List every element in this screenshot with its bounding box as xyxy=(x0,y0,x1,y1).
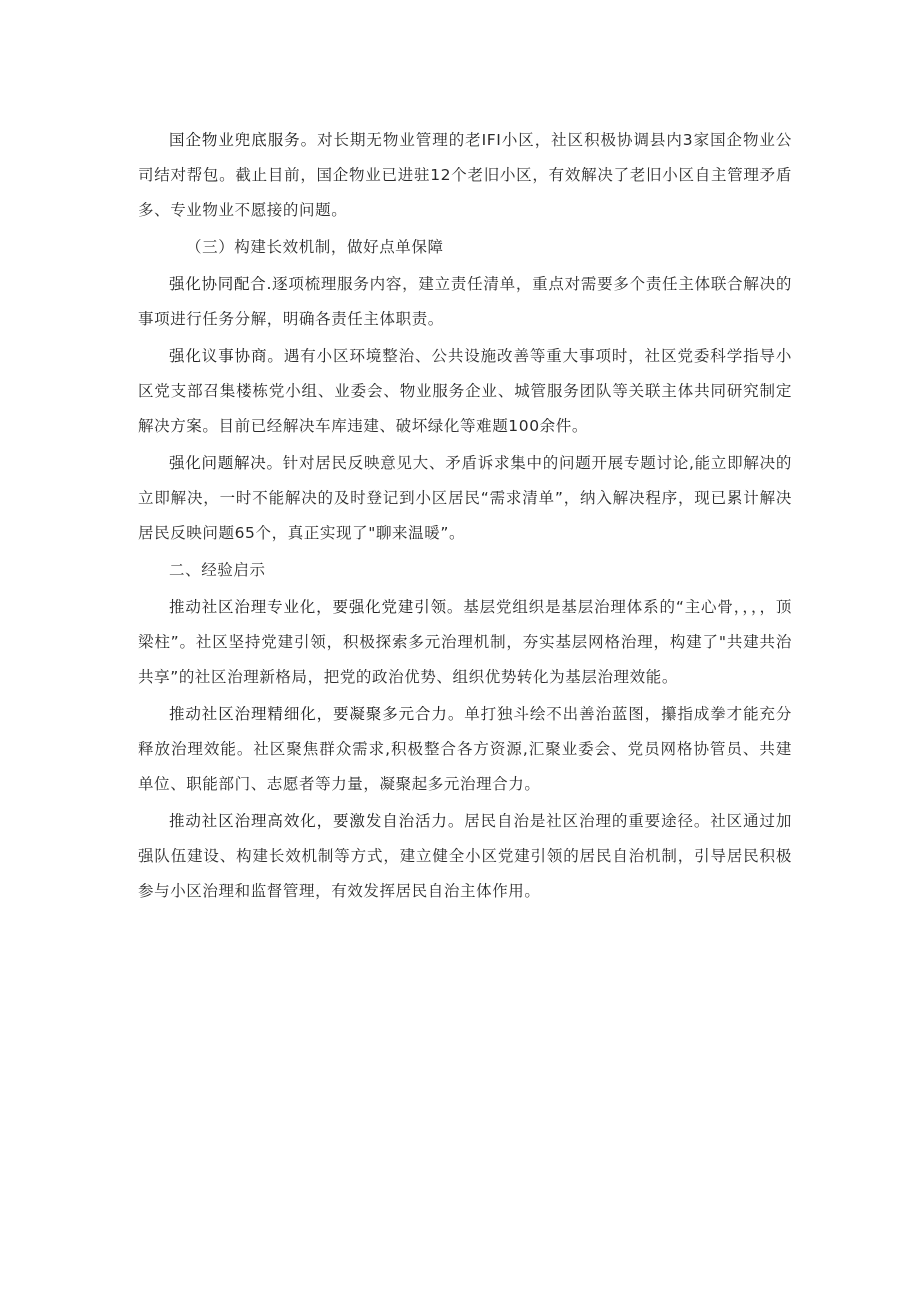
paragraph-lead: 推动社区治理精细化，要凝聚多元合力。 xyxy=(169,705,465,723)
paragraph-text: 逐项梳理服务内容，建立责任清单，重点对需要多个责任主体联合解决的事项进行任务分解，明确各责任主体职责。 xyxy=(138,275,792,328)
paragraph-professionalization xyxy=(138,590,792,695)
paragraph-text: 基层党组织是基层治理体系的“主心骨，，，，顶梁柱”。社区坚持党建引领，积极探索多元治理机制，夯实基层网格治理，构建了"共建共治共享”的社区治理新格局，把党的政治优势、组织优势转化为基层治理效能。 xyxy=(138,598,792,686)
paragraph-text: 对长期无物业管理的老IFI小区，社区积极协调县内3家国企物业公司结对帮包。截止目前，国企物业已进驻12个老旧小区，有效解决了老旧小区自主管理矛盾多、专业物业不愿接的问题。 xyxy=(138,131,792,219)
paragraph-coordination xyxy=(138,267,792,337)
paragraph-lead: 国企物业兜底服务。 xyxy=(169,131,318,149)
paragraph-text: 针对居民反映意见大、矛盾诉求集中的问题开展专题讨论,能立即解决的立即解决，一时不能解决的及时登记到小区居民“需求清单”，纳入解决程序，现已累计解决居民反映问题65个，真正实现了"聊来温暖”。 xyxy=(138,454,792,542)
section-subheading: （三）构建长效机制，做好点单保障 xyxy=(186,238,444,256)
paragraph-lead: 强化问题解决。 xyxy=(169,454,283,472)
paragraph-soe-property-service xyxy=(138,123,792,228)
paragraph-lead: 强化议事协商。 xyxy=(169,347,284,365)
paragraph-text: 单打独斗绘不出善治蓝图，攥指成拳才能充分释放治理效能。社区聚焦群众需求,积极整合各方资源,汇聚业委会、党员网格协管员、共建单位、职能部门、志愿者等力量，凝聚起多元治理合力。 xyxy=(138,705,792,793)
paragraph-text: 居民自治是社区治理的重要途径。社区通过加强队伍建设、构建长效机制等方式，建立健全小区党建引领的居民自治机制，引导居民积极参与小区治理和监督管理，有效发挥居民自治主体作用。 xyxy=(138,812,792,900)
paragraph-efficiency xyxy=(138,804,792,909)
document-body xyxy=(138,123,792,911)
paragraph-text: 遇有小区环境整治、公共设施改善等重大事项时，社区党委科学指导小区党支部召集楼栋党小组、业委会、物业服务企业、城管服务团队等关联主体共同研究制定解决方案。目前已经解决车库违建、破坏绿化等难题100余件。 xyxy=(138,347,793,435)
paragraph-consultation xyxy=(138,339,792,444)
paragraph-lead: 推动社区治理高效化，要激发自治活力。 xyxy=(169,812,465,830)
paragraph-lead: 推动社区治理专业化，要强化党建引领。 xyxy=(169,598,464,616)
paragraph-refinement xyxy=(138,697,792,802)
section-heading: 二、经验启示 xyxy=(169,561,266,579)
paragraph-problem-solving xyxy=(138,446,792,551)
paragraph-lead: 强化协同配合. xyxy=(169,275,273,293)
